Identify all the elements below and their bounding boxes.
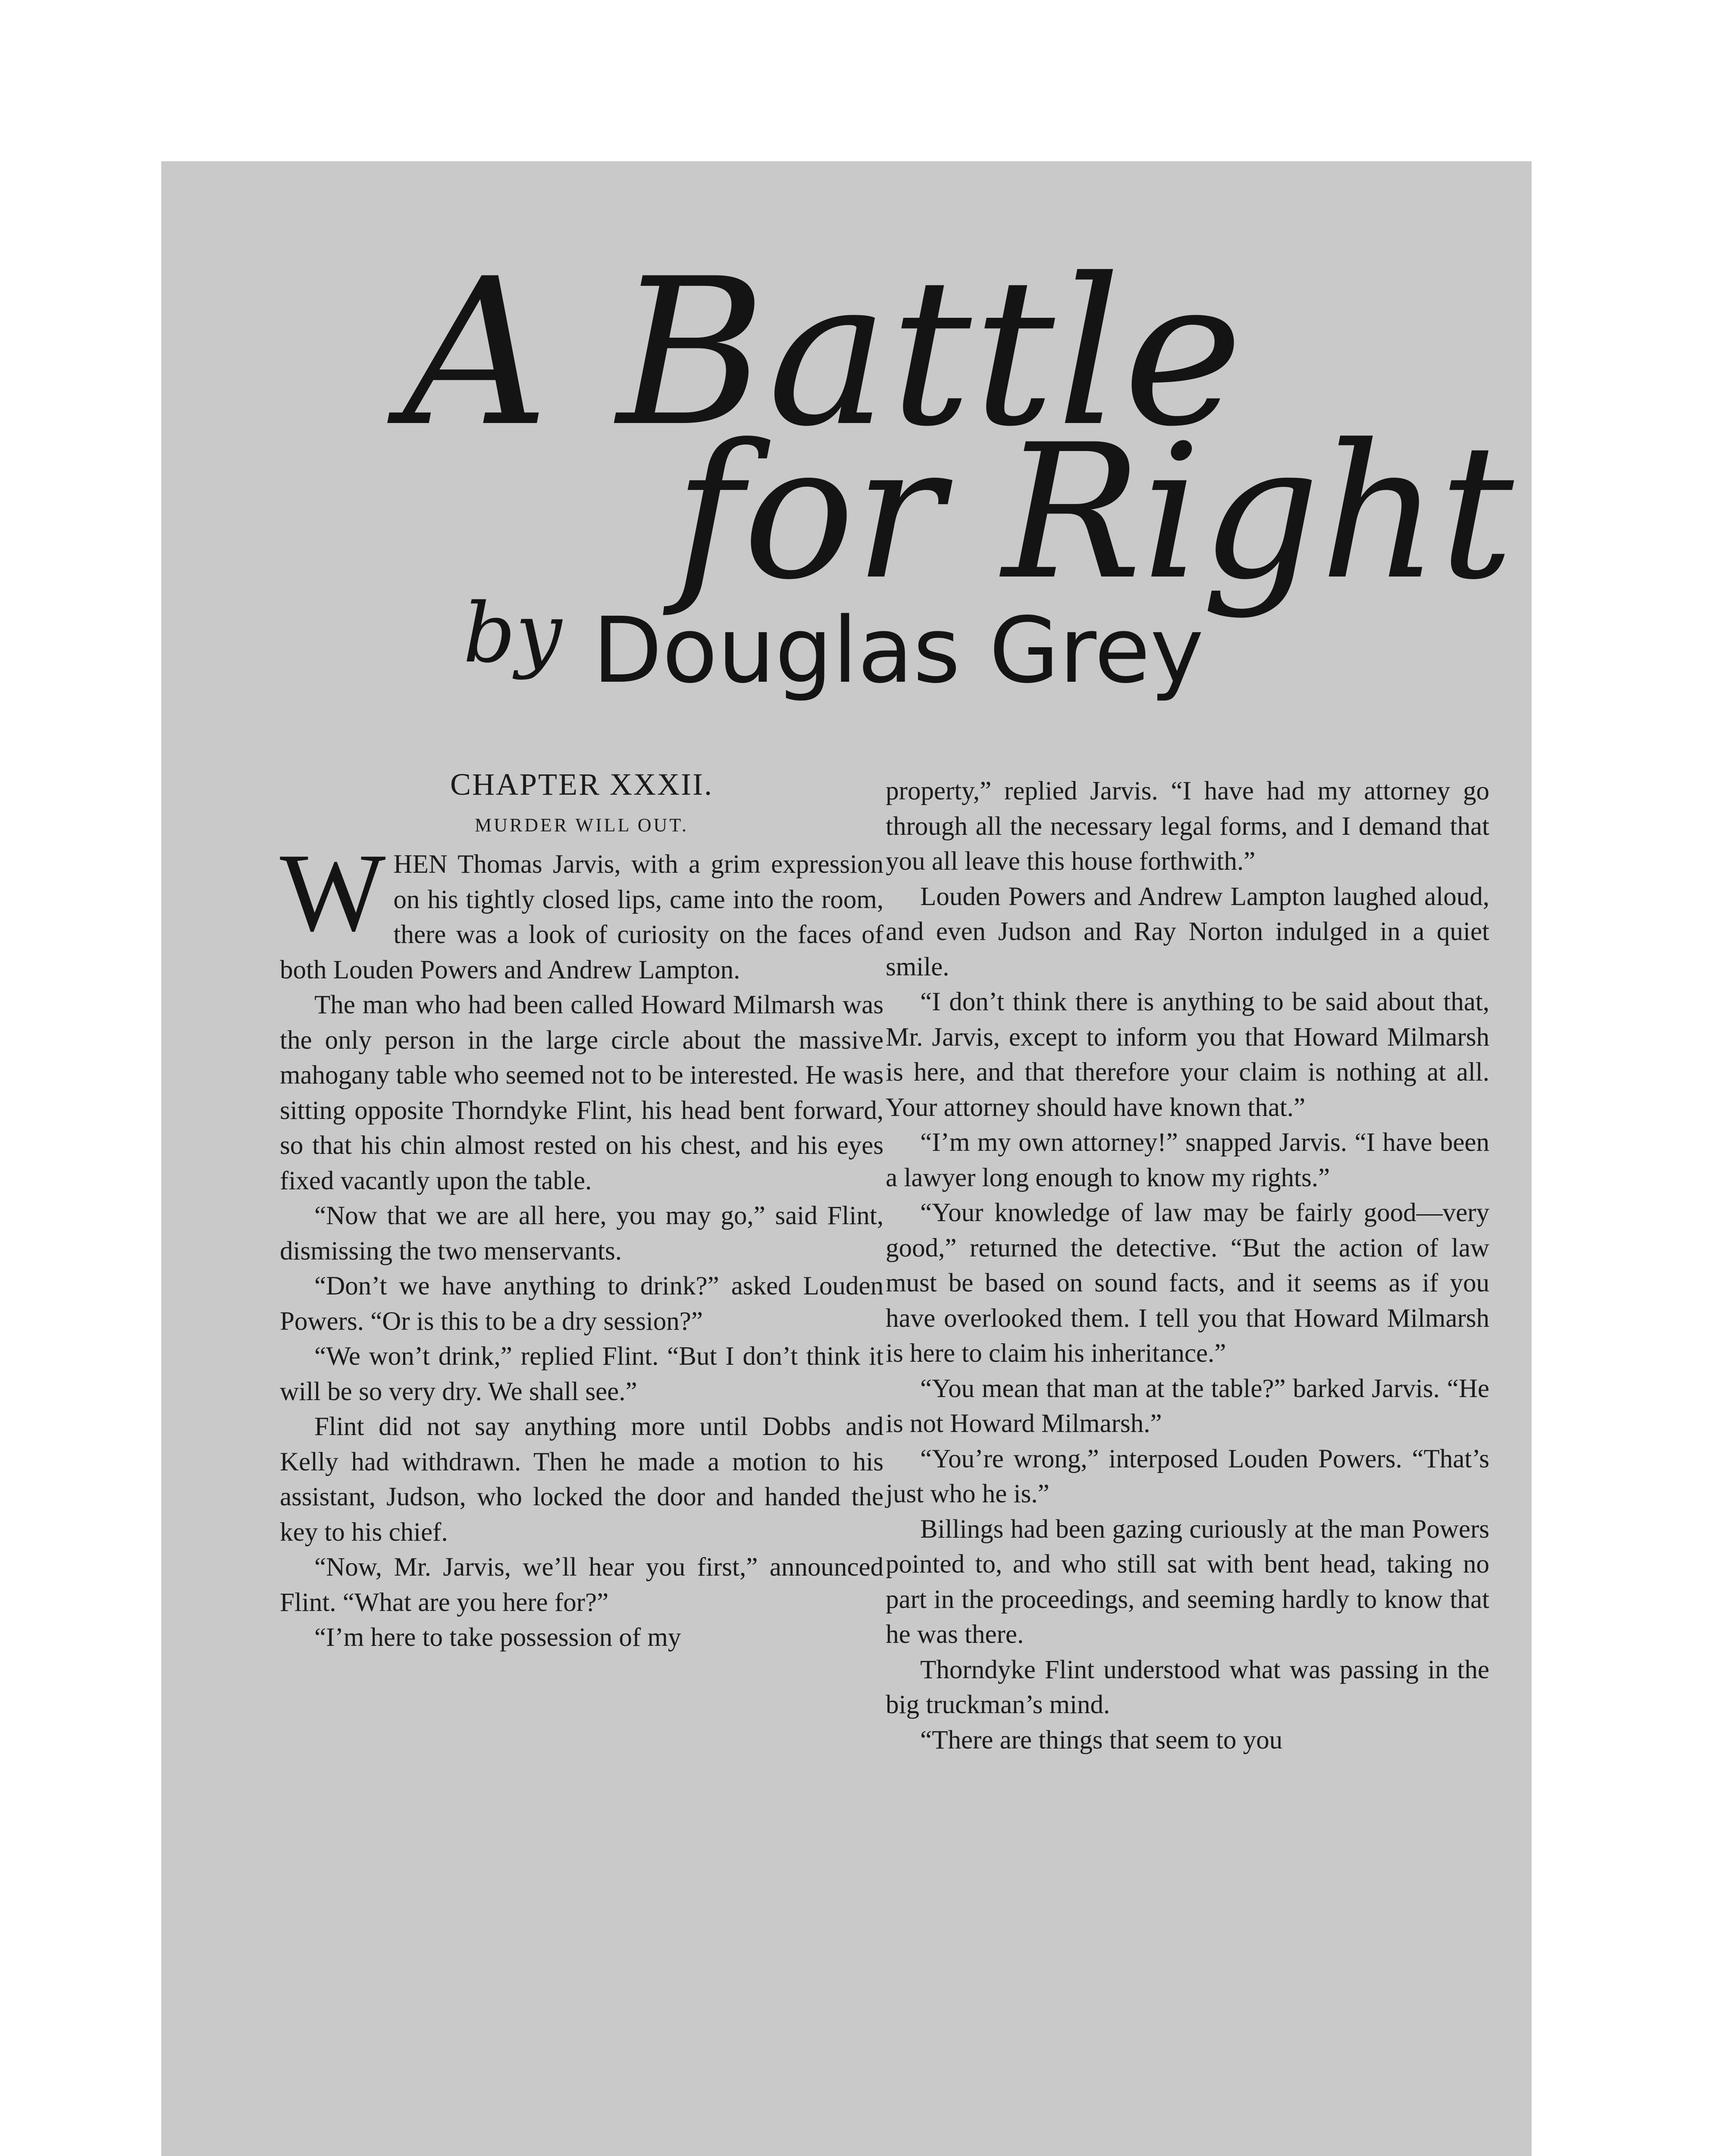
paragraph: “Now that we are all here, you may go,” said Flint, dismissing the two menservants. — [280, 1201, 884, 1266]
magazine-page — [161, 161, 1532, 2156]
paragraph: “You’re wrong,” interposed Louden Powers. “That’s just who he is.” — [886, 1444, 1489, 1508]
paragraph: Louden Powers and Andrew Lampton laughed aloud, and even Judson and Ray Norton indulged in a quiet smile. — [886, 882, 1489, 981]
title-block — [161, 161, 1532, 735]
byline-author: Douglas Grey — [592, 598, 1204, 703]
paragraph: “Don’t we have anything to drink?” asked Louden Powers. “Or is this to be a dry session?” — [280, 1272, 884, 1336]
paragraph: Billings had been gazing curiously at the man Powers pointed to, and who still sat with bent head, taking no part in the proceedings, and seeming hardly to know that he was there. — [886, 1514, 1489, 1649]
paragraph: “I’m my own attorney!” snapped Jarvis. “I have been a lawyer long enough to know my rights.” — [886, 1128, 1489, 1192]
paragraph: “There are things that seem to you — [920, 1725, 1283, 1755]
chapter-subheading: MURDER WILL OUT. — [475, 815, 689, 836]
story-title-line-1: A Battle — [403, 235, 1245, 471]
paragraph: “Your knowledge of law may be fairly good—very good,” returned the detective. “But the action of law must be based on sound facts, and it seems as if you have overlooked them. I tell you that Howard Milmarsh is here to claim his inheritance.” — [886, 1198, 1489, 1368]
paragraph: The man who had been called Howard Milmarsh was the only person in the large circle about the massive mahogany table who seemed not to be interested. He was sitting opposite Thorndyke Flint, his head bent forward, so that his chin almost rested on his chest, and his eyes fixed vacantly upon the table. — [280, 990, 884, 1195]
opening-paragraph-text: HEN Thomas Jarvis, with a grim expression on his tightly closed lips, came into the room, there was a look of curiosity on the faces of both Louden Powers and Andrew Lampton. — [280, 850, 884, 984]
paragraph: “I don’t think there is anything to be said about that, Mr. Jarvis, except to inform you that Howard Milmarsh is here, and that therefore your claim is nothing at all. Your attorney should have known that.” — [886, 987, 1489, 1122]
chapter-heading: CHAPTER XXXII. — [450, 767, 713, 802]
paragraph: “You mean that man at the table?” barked Jarvis. “He is not Howard Milmarsh.” — [886, 1374, 1489, 1438]
paragraph: “I’m here to take possession of my — [314, 1623, 681, 1652]
byline-by: by — [463, 586, 562, 681]
left-column — [280, 765, 884, 1655]
paragraph: “We won’t drink,” replied Flint. “But I don’t think it will be so very dry. We shall see.” — [280, 1342, 884, 1406]
opening-paragraph — [280, 830, 884, 987]
paragraph: Thorndyke Flint understood what was passing in the big truckman’s mind. — [886, 1655, 1489, 1719]
paragraph: “Now, Mr. Jarvis, we’ll hear you first,” announced Flint. “What are you here for?” — [280, 1553, 884, 1617]
continued-paragraph: property,” replied Jarvis. “I have had my attorney go through all the necessary legal forms, and I demand that you all leave this house forthwith.” — [886, 777, 1489, 876]
drop-cap: W — [280, 830, 386, 955]
story-title-line-2: for Right — [674, 405, 1514, 620]
paragraph: Flint did not say anything more until Dobbs and Kelly had withdrawn. Then he made a motion to his assistant, Judson, who locked the door and handed the key to his chief. — [280, 1412, 884, 1547]
right-column — [886, 774, 1489, 1758]
